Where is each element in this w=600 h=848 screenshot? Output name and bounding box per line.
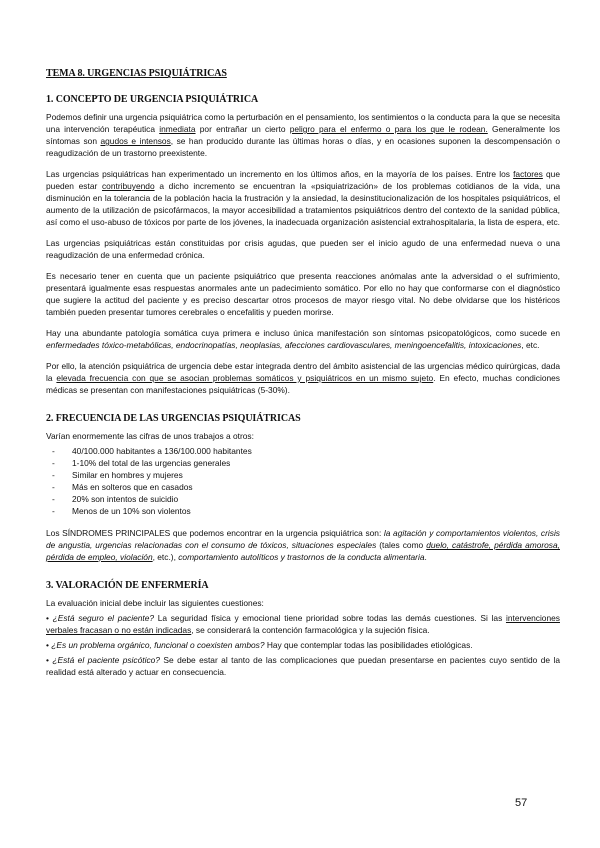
paragraph-valoracion-intro: La evaluación inicial debe incluir las siguientes cuestiones: xyxy=(46,598,264,608)
paragraph-pregunta-seguro: • ¿Está seguro el paciente? La seguridad física y emocional tiene prioridad sobre todas las demás cuestiones. Si las intervenciones verbales fracasan o no están indicadas, se considerará la contención farmacológica y la sujeción física. xyxy=(46,613,560,635)
paragraph-pregunta-psicotico: • ¿Está el paciente psicótico? Se debe estar al tanto de las complicaciones que puedan presentarse en pacientes cuyo sentido de la realidad está alterado y actuar en consecuencia. xyxy=(46,655,561,677)
list-item: - 20% son intentos de suicidio xyxy=(72,493,560,505)
list-item: - 1-10% del total de las urgencias generales xyxy=(72,457,560,469)
section-heading-frecuencia: 2. FRECUENCIA DE LAS URGENCIAS PSIQUIÁTRICAS xyxy=(46,413,301,424)
section-heading-concepto: 1. CONCEPTO DE URGENCIA PSIQUIÁTRICA xyxy=(46,94,259,105)
section-heading-valoracion: 3. VALORACIÓN DE ENFERMERÍA xyxy=(46,580,209,591)
page-number: 57 xyxy=(515,797,528,809)
document-title: TEMA 8. URGENCIAS PSIQUIÁTRICAS xyxy=(46,68,227,79)
paragraph-incremento: Las urgencias psiquiátricas han experimentado un incremento en los últimos años, en la mayoría de los países. Entre los factores que pueden estar contribuyendo a dicho incremento se encuentran la «psiquiatrización» de los problemas cotidianos de la vida, una disminución en la tolerancia de la población hacia la frustración y la ansiedad, la desinstitucionalización de los hospitales psiquiátricos, el aumento de la utilización de psicofármacos, la mayor accesibilidad a tratamientos psiquiátricos dentro del contexto de la sanidad pública, así como el uso-abuso de tóxicos por parte de los jóvenes, la inadecuada organización asistencial extrahospitalaria, la lista de espera, etc. xyxy=(46,169,560,227)
paragraph-paciente-psiquiatrico: Es necesario tener en cuenta que un paciente psiquiátrico que presenta reacciones anómalas ante la adversidad o el sufrimiento, presentará igualmente esas respuestas anormales ante un padecimiento somático. Por ello no hay que conformarse con el diagnóstico que sugiere la actitud del paciente y es preciso descartar otros procesos de mayor riesgo vital. No debe olvidarse que los histéricos también pueden presentar tumores cerebrales o encefalitis y pueden morirse. xyxy=(46,271,560,317)
list-item: - Más en solteros que en casados xyxy=(72,481,560,493)
frecuencia-list xyxy=(46,445,560,517)
paragraph-frecuencia-intro: Varían enormemente las cifras de unos trabajos a otros: xyxy=(46,431,254,441)
paragraph-sindromes: Los SÍNDROMES PRINCIPALES que podemos encontrar en la urgencia psiquiátrica son: la agitación y comportamientos violentos, crisis de angustia, urgencias relacionadas con el consumo de tóxicos, situaciones especiales (tales como duelo, catástrofe, pérdida amorosa, pérdida de empleo, violación, etc.), comportamiento autolíticos y trastornos de la conducta alimentaria. xyxy=(46,528,560,562)
list-item: - 40/100.000 habitantes a 136/100.000 habitantes xyxy=(72,445,560,457)
list-item: - Menos de un 10% son violentos xyxy=(72,505,560,517)
paragraph-patologia-somatica: Hay una abundante patología somática cuya primera e incluso única manifestación son síntomas psicopatológicos, como sucede en enfermedades tóxico-metabólicas, endocrinopatías, neoplasias, afecciones cardiovasculares, meningoencefalitis, intoxicaciones, etc. xyxy=(46,328,560,350)
document-page xyxy=(46,68,560,681)
list-item: - Similar en hombres y mujeres xyxy=(72,469,560,481)
paragraph-pregunta-organico: • ¿Es un problema orgánico, funcional o coexisten ambos? Hay que contemplar todas las posibilidades etiológicas. xyxy=(46,640,473,650)
paragraph-crisis-agudas: Las urgencias psiquiátricas están constituidas por crisis agudas, que pueden ser el inicio agudo de una enfermedad nueva o una reagudización de una enfermedad crónica. xyxy=(46,238,560,260)
paragraph-atencion-integrada: Por ello, la atención psiquiátrica de urgencia debe estar integrada dentro del ámbito asistencial de las urgencias médico quirúrgicas, dada la elevada frecuencia con que se asocian problemas somáticos y psiquiátricos en un mismo sujeto. En efecto, muchas condiciones médicas se presentan con manifestaciones psiquiátricas (5-30%). xyxy=(46,361,560,395)
paragraph-definicion: Podemos definir una urgencia psiquiátrica como la perturbación en el pensamiento, los sentimientos o la conducta para la que se necesita una intervención terapéutica inmediata por entrañar un cierto peligro para el enfermo o para los que le rodean. Generalmente los síntomas son agudos e intensos, se han producido durante las últimas horas o días, y en ocasiones suponen la descompensación o reagudización de un trastorno preexistente. xyxy=(46,112,560,158)
